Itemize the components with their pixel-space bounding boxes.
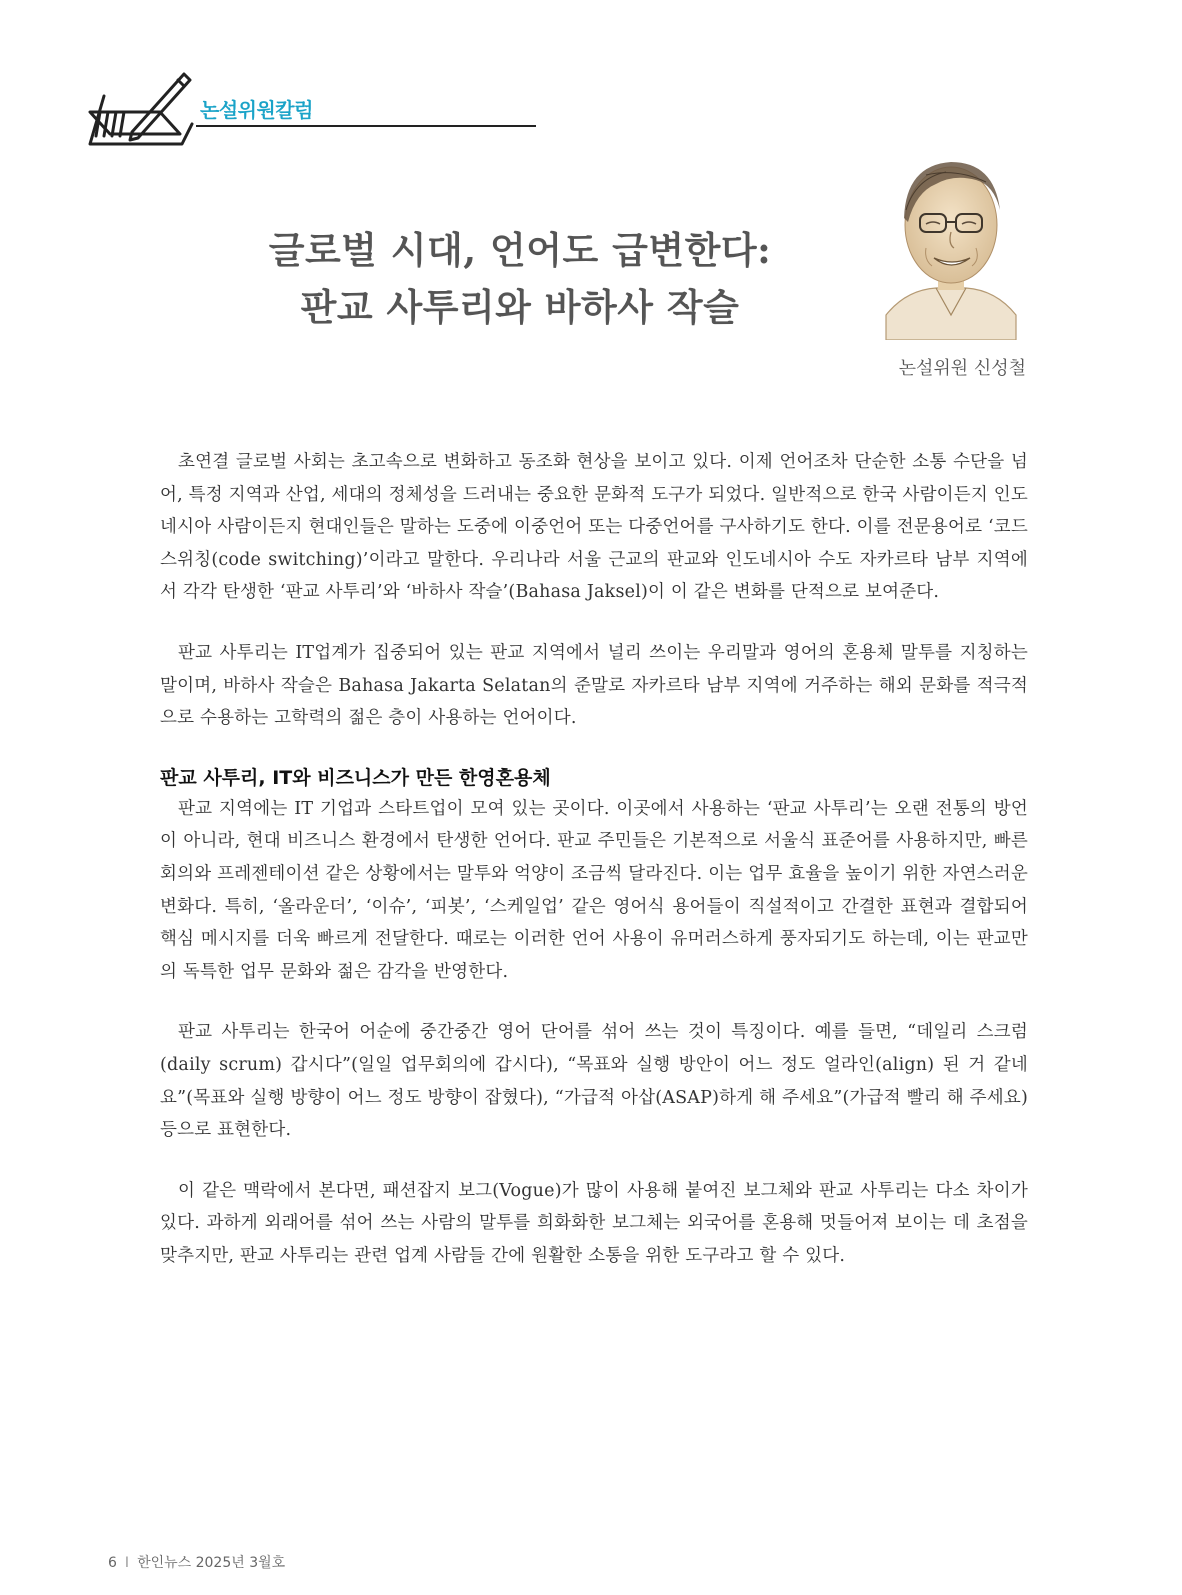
paragraph-1: 초연결 글로벌 사회는 초고속으로 변화하고 동조화 현상을 보이고 있다. 이제 언어조차 단순한 소통 수단을 넘어, 특정 지역과 산업, 세대의 정체성을 드러내는 중요한 문화적 도구가 되었다. 일반적으로 한국 사람이든지 인도네시아 사람이든지 현대인들은 말하는 도중에 이중언어 또는 다중언어를 구사하기도 한다. 이를 전문용어로 ‘코드 스위칭(code switching)’이라고 말한다. 우리나라 서울 근교의 판교와 인도네시아 수도 자카르타 남부 지역에서 각각 탄생한 ‘판교 사투리’와 ‘바하사 작슬’(Bahasa Jaksel)이 이 같은 변화를 단적으로 보여준다. [160, 452, 1028, 603]
page-footer [108, 1552, 285, 1572]
paragraph-2: 판교 사투리는 IT업계가 집중되어 있는 판교 지역에서 널리 쓰이는 우리말과 영어의 혼용체 말투를 지칭하는 말이며, 바하사 작슬은 Bahasa Jakarta Selatan의 준말로 자카르타 남부 지역에 거주하는 해외 문화를 적극적으로 수용하는 고학력의 젊은 층이 사용하는 언어이다. [160, 642, 1028, 729]
publication-name: 한인뉴스 2025년 3월호 [137, 1555, 286, 1571]
author-portrait [876, 140, 1026, 340]
subheading: 판교 사투리, IT와 비즈니스가 만든 한영혼용체 [160, 766, 551, 789]
title-line-1: 글로벌 시대, 언어도 급변한다: [268, 228, 772, 272]
article-title [210, 222, 830, 336]
author-byline: 논설위원 신성철 [898, 358, 1026, 379]
header-divider [196, 125, 536, 127]
section-label: 논설위원칼럼 [200, 98, 313, 122]
footer-separator: I [124, 1555, 130, 1571]
title-line-2: 판교 사투리와 바하사 작슬 [300, 285, 740, 329]
paragraph-3: 판교 지역에는 IT 기업과 스타트업이 모여 있는 곳이다. 이곳에서 사용하는 ‘판교 사투리’는 오랜 전통의 방언이 아니라, 현대 비즈니스 환경에서 탄생한 언어다. 판교 주민들은 기본적으로 서울식 표준어를 사용하지만, 빠른 회의와 프레젠테이션 같은 상황에서는 말투와 억양이 조금씩 달라진다. 이는 업무 효율을 높이기 위한 자연스러운 변화다. 특히, ‘올라운더’, ‘이슈’, ‘피봇’, ‘스케일업’ 같은 영어식 용어들이 직설적이고 간결한 표현과 결합되어 핵심 메시지를 더욱 빠르게 전달한다. 때로는 이러한 언어 사용이 유머러스하게 풍자되기도 하는데, 이는 판교만의 독특한 업무 문화와 젊은 감각을 반영한다. [160, 798, 1028, 982]
page-number: 6 [108, 1555, 117, 1571]
paragraph-5: 이 같은 맥락에서 본다면, 패션잡지 보그(Vogue)가 많이 사용해 붙여진 보그체와 판교 사투리는 다소 차이가 있다. 과하게 외래어를 섞어 쓰는 사람의 말투를 희화화한 보그체는 외국어를 혼용해 멋들어져 보이는 데 초점을 맞추지만, 판교 사투리는 관련 업계 사람들 간에 원활한 소통을 위한 도구라고 할 수 있다. [160, 1180, 1028, 1266]
pen-writing-icon [86, 66, 196, 152]
paragraph-4: 판교 사투리는 한국어 어순에 중간중간 영어 단어를 섞어 쓰는 것이 특징이다. 예를 들면, “데일리 스크럼(daily scrum) 갑시다”(일일 업무회의에 갑시다), “목표와 실행 방안이 어느 정도 얼라인(align) 된 거 같네요”(목표와 실행 방향이 어느 정도 방향이 잡혔다), “가급적 아삽(ASAP)하게 해 주세요”(가급적 빨리 해 주세요) 등으로 표현한다. [160, 1022, 1028, 1141]
article-body [160, 446, 1028, 1300]
